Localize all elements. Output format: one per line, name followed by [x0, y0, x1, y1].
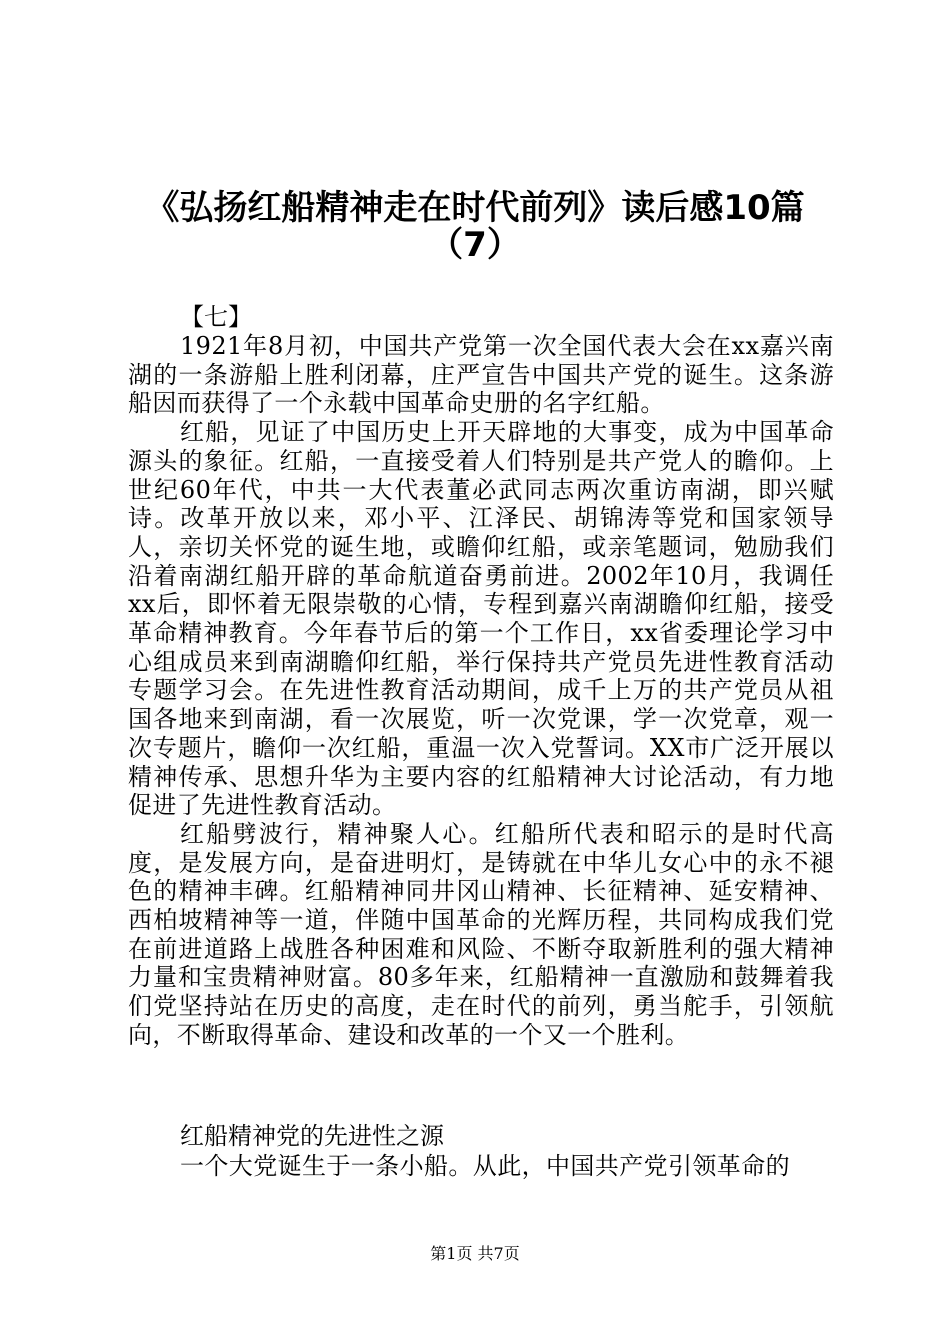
- document-title-continued: （7）: [429, 225, 521, 265]
- paragraph-3: 红船劈波行，精神聚人心。红船所代表和昭示的是时代高度，是发展方向，是奋进明灯，是铸就在中华儿女心中的永不褪色的精神丰碑。红船精神同井冈山精神、长征精神、延安精神、西柏坡精神等一道，伴随中国革命的光辉历程，共同构成我们党在前进道路上战胜各种困难和风险、不断夺取新胜利的强大精神力量和宝贵精神财富。80多年来，红船精神一直激励和鼓舞着我们党坚持站在历史的高度，走在时代的前列，勇当舵手，引领航向，不断取得革命、建设和改革的一个又一个胜利。: [128, 819, 834, 1049]
- section-label: 【七】: [180, 303, 252, 331]
- document-title: 《弘扬红船精神走在时代前列》读后感10篇: [145, 188, 805, 228]
- sub-heading: 红船精神党的先进性之源: [180, 1122, 444, 1150]
- page-footer: 第1页 共7页: [430, 1244, 520, 1263]
- paragraph-1: 1921年8月初，中国共产党第一次全国代表大会在xx嘉兴南湖的一条游船上胜利闭幕，庄严宣告中国共产党的诞生。这条游船因而获得了一个永载中国革命史册的名字红船。: [128, 332, 834, 418]
- paragraph-2: 红船，见证了中国历史上开天辟地的大事变，成为中国革命源头的象征。红船，一直接受着人们特别是共产党人的瞻仰。上世纪60年代，中共一大代表董必武同志两次重访南湖，即兴赋诗。改革开放以来，邓小平、江泽民、胡锦涛等党和国家领导人，亲切关怀党的诞生地，或瞻仰红船，或亲笔题词，勉励我们沿着南湖红船开辟的革命航道奋勇前进。2002年10月，我调任xx后，即怀着无限崇敬的心情，专程到嘉兴南湖瞻仰红船，接受革命精神教育。今年春节后的第一个工作日，xx省委理论学习中心组成员来到南湖瞻仰红船，举行保持共产党员先进性教育活动专题学习会。在先进性教育活动期间，成千上万的共产党员从祖国各地来到南湖，看一次展览，听一次党课，学一次党章，观一次专题片，瞻仰一次红船，重温一次入党誓词。XX市广泛开展以精神传承、思想升华为主要内容的红船精神大讨论活动，有力地促进了先进性教育活动。: [128, 418, 834, 820]
- body-text: [128, 332, 834, 1050]
- paragraph-4: 一个大党诞生于一条小船。从此，中国共产党引领革命的: [180, 1152, 790, 1180]
